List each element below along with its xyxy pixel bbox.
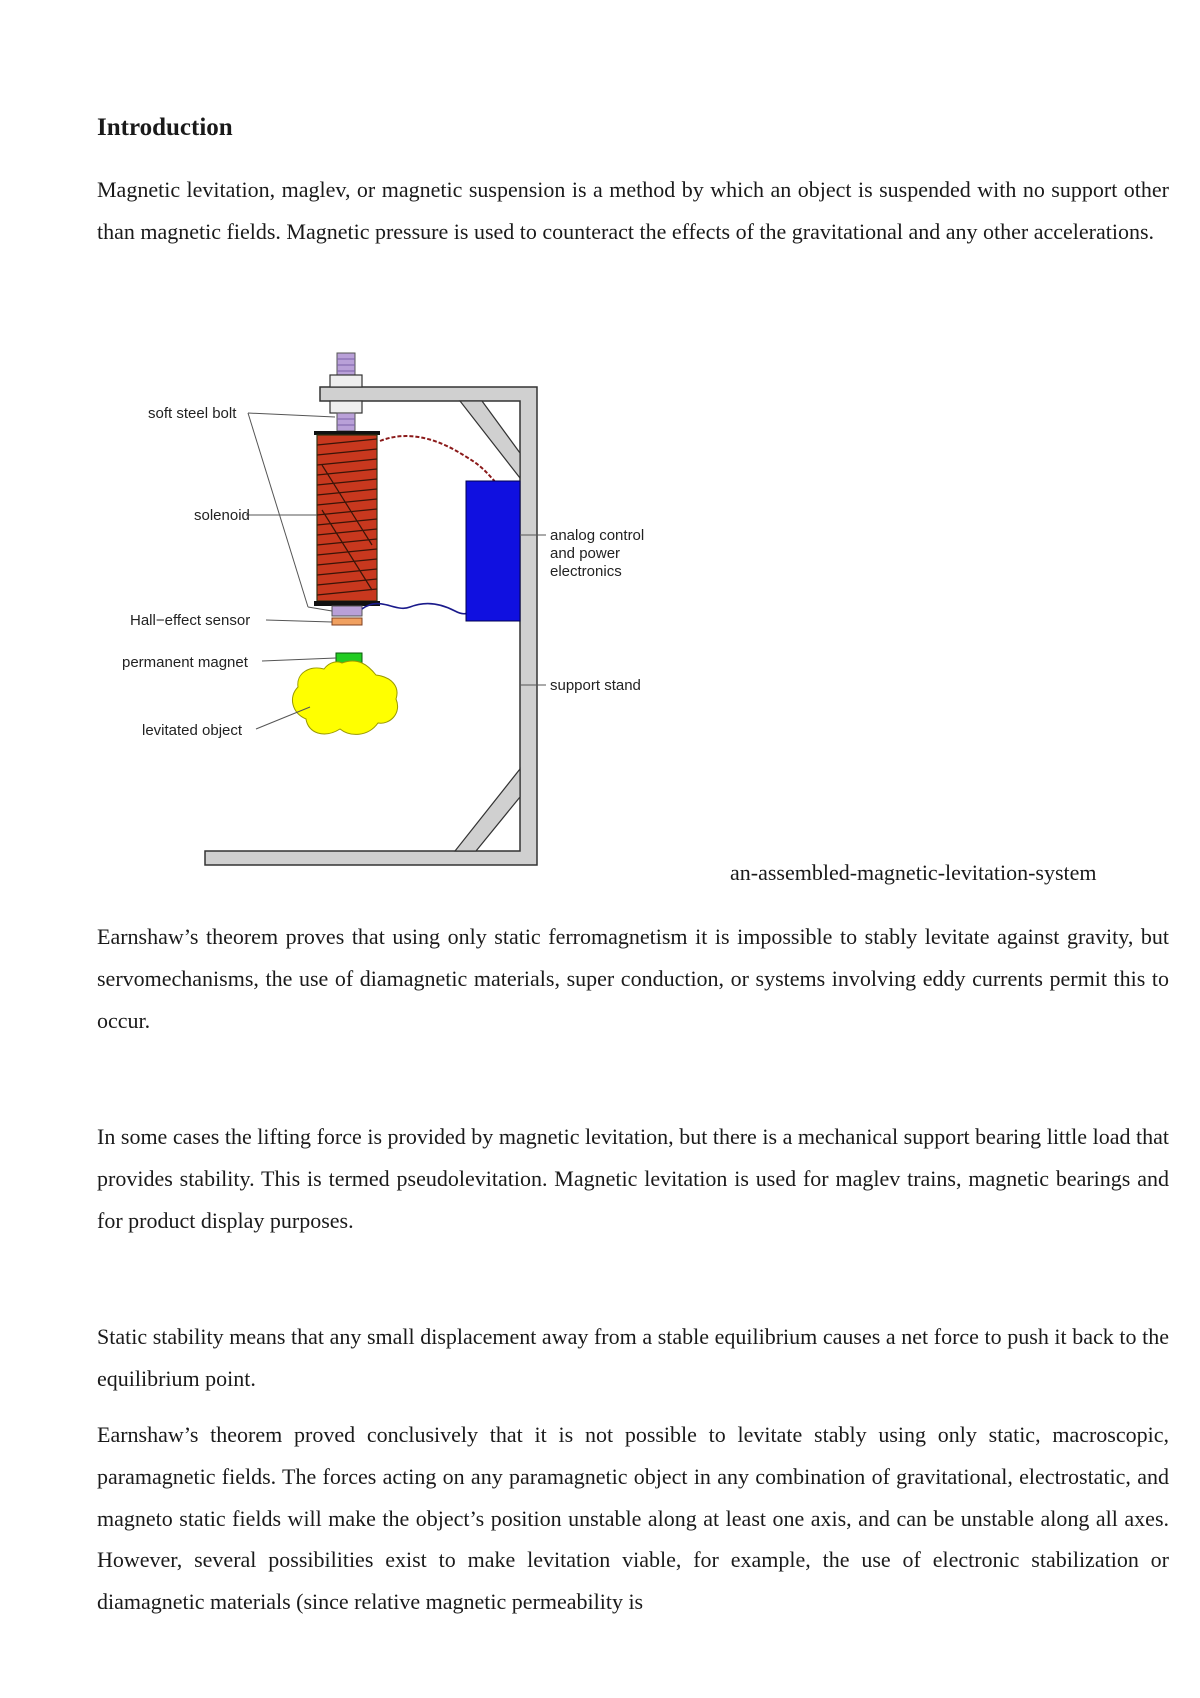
label-permanent-magnet: permanent magnet — [122, 654, 248, 671]
paragraph-static-stability: Static stability means that any small displacement away from a stable equilibrium causes a net force to push it back to the equilibrium point. — [97, 1324, 1169, 1391]
paragraph-intro: Magnetic levitation, maglev, or magnetic suspension is a method by which an object is suspended with no support other than magnetic fields. Magnetic pressure is used to counteract the effects of the gravitational and any other accelerations. — [97, 177, 1169, 244]
coil-wire — [380, 436, 498, 485]
maglev-diagram-svg — [110, 345, 700, 870]
paragraph-earnshaw: Earnshaw’s theorem proves that using only static ferromagnetism it is impossible to stably levitate against gravity, but servomechanisms, the use of diamagnetic materials, super conduction, or systems involving eddy currents permit this to occur. — [97, 924, 1169, 1033]
paragraph-pseudolevitation: In some cases the lifting force is provided by magnetic levitation, but there is a mechanical support bearing little load that provides stability. This is termed pseudolevitation. Magnetic levitation is used for maglev trains, magnetic bearings and for product display purposes. — [97, 1124, 1169, 1233]
figure-caption: an-assembled-magnetic-levitation-system — [730, 860, 1097, 885]
solenoid — [314, 431, 380, 606]
paragraph-earnshaw-proof: Earnshaw’s theorem proved conclusively that it is not possible to levitate stably using only static, macroscopic, paramagnetic fields. The forces acting on any paramagnetic object in any combination of gravitational, electrostatic, and magneto static fields will make the object’s position unstable along at least one axis, and can be unstable along all axes. However, several possibilities exist to make levitation viable, for example, the use of electronic stabilization or diamagnetic materials (since relative magnetic permeability is — [97, 1422, 1169, 1615]
label-solenoid: solenoid — [194, 507, 250, 524]
label-soft-steel-bolt: soft steel bolt — [148, 405, 237, 422]
control-electronics-box — [466, 481, 520, 621]
hall-effect-sensor — [332, 606, 362, 625]
section-heading: Introduction — [97, 114, 233, 141]
label-electronics-line1: analog control — [550, 527, 645, 544]
label-hall-sensor: Hall−effect sensor — [130, 612, 251, 629]
levitated-object — [292, 661, 397, 734]
label-electronics-line2: and power — [550, 545, 621, 562]
label-electronics-line3: electronics — [550, 563, 622, 580]
maglev-diagram — [110, 345, 700, 870]
label-levitated-object: levitated object — [142, 722, 243, 739]
label-support-stand: support stand — [550, 677, 641, 694]
